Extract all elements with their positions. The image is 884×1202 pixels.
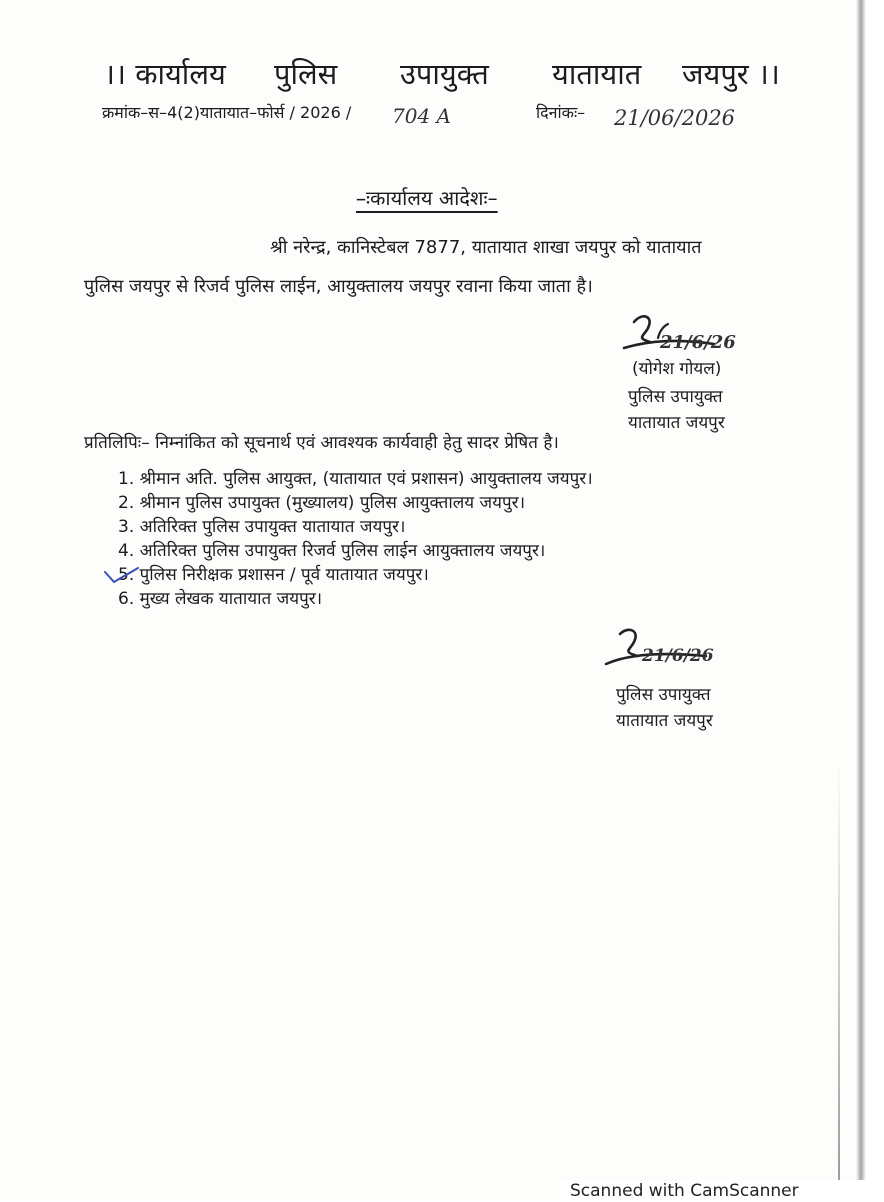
signature-2-designation: पुलिस उपायुक्त	[616, 685, 711, 705]
reference-date-label: दिनांकः–	[536, 103, 586, 122]
copy-item-3: 3. अतिरिक्त पुलिस उपायुक्त यातायात जयपुर।	[118, 517, 406, 537]
copy-intro: प्रतिलिपिः– निम्नांकित को सूचनार्थ एवं आवश्यक कार्यवाही हेतु सादर प्रेषित है।	[84, 433, 559, 453]
order-line-2: पुलिस जयपुर से रिजर्व पुलिस लाईन, आयुक्तालय जयपुर रवाना किया जाता है।	[84, 276, 593, 297]
header-police: पुलिस	[274, 57, 338, 91]
signature-1-name: (योगेश गोयल)	[632, 359, 722, 379]
scanner-watermark: Scanned with CamScanner	[560, 1180, 884, 1200]
reference-number-handwritten: 704 A	[392, 104, 451, 128]
signature-1-designation: पुलिस उपायुक्त	[628, 387, 723, 407]
header-traffic: यातायात	[552, 57, 642, 91]
tick-mark-icon	[102, 564, 142, 588]
copy-item-1: 1. श्रीमान अति. पुलिस आयुक्त, (यातायात एवं प्रशासन) आयुक्तालय जयपुर।	[118, 469, 593, 489]
copy-item-4: 4. अतिरिक्त पुलिस उपायुक्त रिजर्व पुलिस लाईन आयुक्तालय जयपुर।	[118, 541, 546, 561]
signature-1-office: यातायात जयपुर	[628, 413, 725, 433]
signature-2-initials: 21/6/26	[642, 646, 714, 666]
reference-date-handwritten: 21/06/2026	[614, 106, 736, 130]
signature-1-initials: 21/6/26	[660, 332, 736, 353]
order-line-1: श्री नरेन्द्र, कानिस्टेबल 7877, यातायात शाखा जयपुर को यातायात	[270, 237, 702, 258]
copy-item-6: 6. मुख्य लेखक यातायात जयपुर।	[118, 589, 323, 609]
scan-edge-line	[838, 760, 840, 1180]
header-deputy-commissioner: उपायुक्त	[400, 57, 489, 91]
copy-item-5: 5. पुलिस निरीक्षक प्रशासन / पूर्व यातायात जयपुर।	[118, 565, 429, 585]
order-title: –ःकार्यालय आदेशः–	[356, 186, 498, 210]
copy-item-2: 2. श्रीमान पुलिस उपायुक्त (मुख्यालय) पुलिस आयुक्तालय जयपुर।	[118, 493, 526, 513]
header-office: ।। कार्यालय	[104, 57, 226, 91]
scan-edge-shadow	[856, 0, 866, 1200]
header-jaipur: जयपुर ।।	[682, 57, 780, 91]
signature-2-office: यातायात जयपुर	[616, 711, 713, 731]
reference-number-label: क्रमांक–स–4(2)यातायात–फोर्स / 2026 /	[102, 103, 352, 122]
